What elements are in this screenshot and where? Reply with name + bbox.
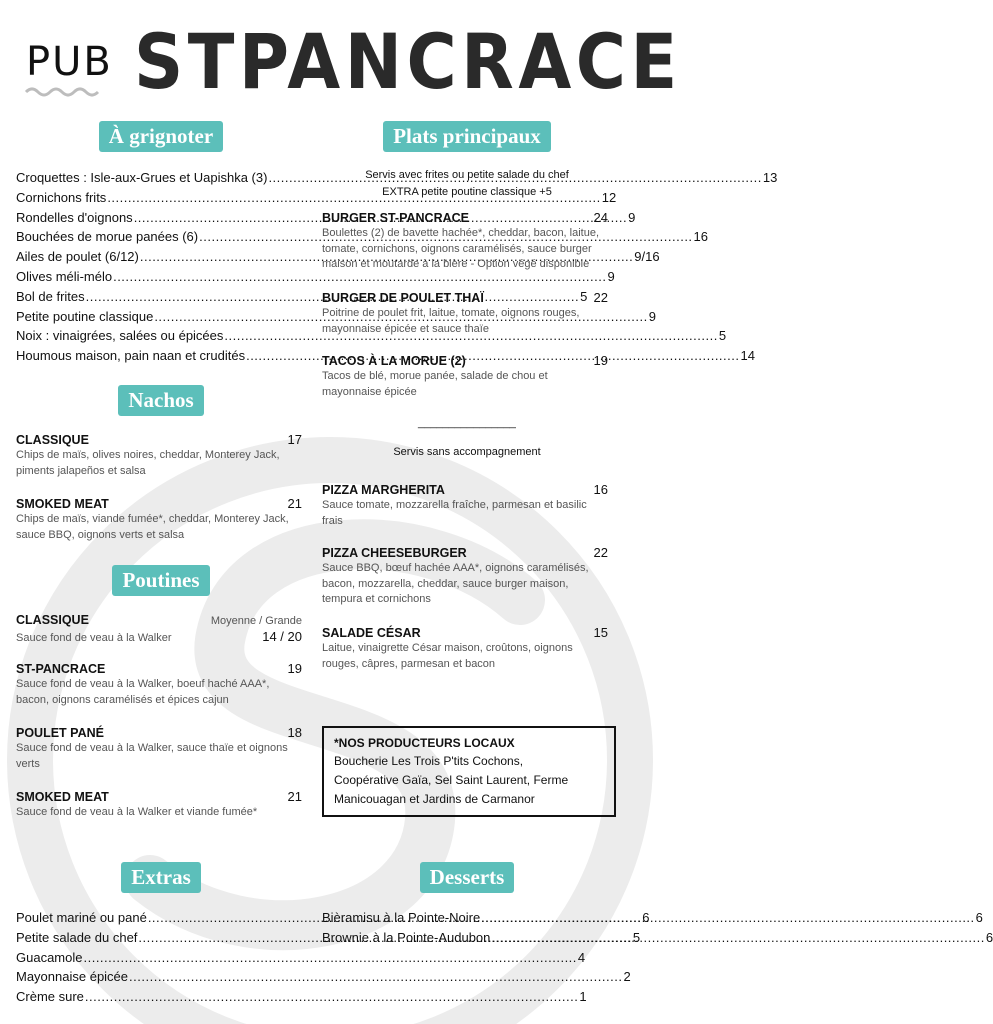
section-title: Extras [121, 862, 201, 893]
item-name: TACOS À LA MORUE (2) [322, 354, 466, 368]
item-description: Sauce fond de veau à la Walker et viande fumée* [16, 806, 258, 818]
menu-item [16, 267, 615, 287]
section-title: Plats principaux [383, 121, 551, 152]
item-price: 12 [601, 189, 617, 205]
item-price: 14 / 20 [262, 629, 302, 644]
item-price: 1 [579, 989, 587, 1005]
section-poutines [16, 565, 306, 596]
section-plats-principaux [322, 121, 612, 152]
item-price: 6 [642, 910, 650, 925]
item-price: 21 [287, 496, 302, 511]
section-extras [16, 862, 306, 893]
item-price: 6 [985, 929, 993, 945]
dot-leader [491, 928, 984, 948]
local-producers-line: Coopérative Gaïa, Sel Saint Laurent, Ferme [334, 773, 569, 787]
item-name: Petite salade du chef [16, 929, 138, 945]
section-title: Poutines [112, 565, 209, 596]
item-name: SMOKED MEAT [16, 497, 109, 511]
item-name: Cornichons frits [16, 189, 107, 205]
section-title: Nachos [118, 385, 203, 416]
menu-item [322, 482, 608, 529]
section-desserts [322, 862, 612, 893]
item-price: 9 [648, 308, 656, 324]
item-name: Croquettes : Isle-aux-Grues et Uapishka (3) [16, 170, 268, 185]
item-name: Houmous maison, pain naan et crudités [16, 348, 246, 364]
item-price: 19 [287, 661, 302, 676]
menu-item [322, 908, 983, 928]
menu-item [16, 661, 302, 708]
menu-item [322, 290, 608, 337]
dot-leader [481, 908, 974, 928]
item-price: 14 [740, 348, 755, 364]
item-name: PIZZA CHEESEBURGER [322, 546, 467, 560]
item-description: Tacos de blé, morue panée, salade de chou et mayonnaise épicée [322, 370, 548, 398]
item-description: Boulettes (2) de bavette hachée*, cheddar, bacon, laitue, tomate, cornichons, oignons caramélisés, sauce burger maison et moutarde à la bière - Option végé disponible [322, 227, 600, 270]
item-name: Ailes de poulet (6/12) [16, 249, 139, 265]
item-description: Sauce tomate, mozzarella fraîche, parmesan et basilic frais [322, 499, 587, 527]
local-producers-line: Boucherie Les Trois P'tits Cochons, [334, 754, 524, 768]
menu-item [16, 247, 660, 267]
menu-item [322, 545, 608, 608]
section-grignoter [16, 121, 306, 152]
item-price: 9/16 [634, 249, 660, 265]
item-name: BURGER ST-PANCRACE [322, 211, 469, 225]
wave-icon [26, 86, 98, 96]
menu-item [322, 928, 993, 948]
local-producers-box [322, 726, 616, 817]
item-name: CLASSIQUE [16, 613, 89, 627]
sans-accompagnement-note: Servis sans accompagnement [393, 446, 541, 458]
menu-item [16, 948, 586, 968]
item-price: 15 [593, 625, 608, 640]
item-name: Bièramisu à la Pointe-Noire [322, 910, 481, 925]
menu-item [16, 725, 302, 772]
menu-item [16, 227, 709, 247]
local-producers-title: *NOS PRODUCTEURS LOCAUX [334, 736, 515, 750]
logo-name: STPANCRACE [134, 17, 682, 106]
item-price: 5 [580, 288, 588, 304]
menu-item [16, 789, 302, 821]
item-description: Chips de maïs, olives noires, cheddar, Monterey Jack, piments jalapeños et salsa [16, 449, 280, 477]
dot-leader [85, 987, 578, 1007]
item-name: Crème sure [16, 989, 84, 1005]
item-price: 6 [975, 910, 983, 925]
note-line: EXTRA petite poutine classique +5 [382, 186, 552, 198]
item-price: 24 [593, 210, 608, 225]
menu-item [16, 496, 302, 543]
section-title: Desserts [420, 862, 515, 893]
item-price: 19 [593, 353, 608, 368]
item-price: 16 [693, 229, 709, 245]
item-description: Sauce BBQ, bœuf hachée AAA*, oignons caramélisés, bacon, mozzarella, cheddar, sauce burger maison, tempura et cornichons [322, 562, 589, 605]
item-description: Poitrine de poulet frit, laitue, tomate, oignons rouges, mayonnaise épicée et sauce thaïe [322, 307, 580, 335]
item-name: Noix : vinaigrées, salées ou épicées [16, 328, 224, 344]
item-name: SALADE CÉSAR [322, 626, 421, 640]
item-name: ST-PANCRACE [16, 662, 106, 676]
item-name: Poulet mariné ou pané [16, 910, 147, 925]
item-price: 9 [628, 209, 636, 225]
item-price: 5 [718, 328, 727, 344]
local-producers-line: Manicouagan et Jardins de Carmanor [334, 792, 535, 806]
menu-item [16, 612, 302, 647]
item-name: Guacamole [16, 949, 83, 965]
item-name: PIZZA MARGHERITA [322, 483, 445, 497]
desserts-list [322, 908, 993, 948]
item-description: Sauce fond de veau à la Walker [16, 632, 172, 644]
menu-item [322, 625, 608, 672]
item-price: 17 [287, 432, 302, 447]
note-line: Servis avec frites ou petite salade du chef [365, 169, 569, 181]
item-name: Olives méli-mélo [16, 268, 113, 284]
item-name: Petite poutine classique [16, 308, 154, 324]
item-name: Bouchées de morue panées (6) [16, 229, 199, 245]
item-price: 4 [577, 949, 586, 965]
item-description: Laitue, vinaigrette César maison, croûtons, oignons rouges, câpres, parmesan et bacon [322, 642, 573, 670]
item-price: 22 [593, 545, 608, 560]
item-price: 5 [632, 929, 641, 945]
section-title: À grignoter [99, 121, 223, 152]
item-description: Chips de maïs, viande fumée*, cheddar, Monterey Jack, sauce BBQ, oignons verts et salsa [16, 513, 289, 541]
menu-item [322, 353, 608, 400]
logo-prefix: PUB [26, 39, 113, 85]
dot-leader [83, 948, 576, 968]
item-description: Sauce fond de veau à la Walker, sauce thaïe et oignons verts [16, 742, 288, 770]
item-price: 9 [607, 268, 615, 284]
item-name: POULET PANÉ [16, 726, 104, 740]
size-label: Moyenne / Grande [210, 615, 302, 627]
menu-item [16, 987, 587, 1007]
menu-item [322, 210, 608, 273]
item-price: 22 [593, 290, 608, 305]
menu-item [16, 326, 727, 346]
menu-item [16, 432, 302, 479]
menu-item [16, 967, 631, 987]
item-name: Rondelles d'oignons [16, 209, 133, 225]
item-name: Brownie à la Pointe-Audubon [322, 929, 491, 945]
section-nachos [16, 385, 306, 416]
item-price: 2 [623, 969, 631, 985]
logo [26, 17, 682, 106]
item-name: SMOKED MEAT [16, 790, 109, 804]
item-price: 16 [593, 482, 608, 497]
item-name: CLASSIQUE [16, 433, 89, 447]
item-description: Sauce fond de veau à la Walker, boeuf haché AAA*, bacon, oignons caramélisés et épices cajun [16, 678, 270, 706]
item-name: Bol de frites [16, 288, 85, 304]
dot-leader [129, 967, 622, 987]
separator-line: ________________ [418, 417, 516, 429]
item-price: 18 [287, 725, 302, 740]
item-name: BURGER DE POULET THAÏ [322, 291, 484, 305]
plats-note [322, 167, 612, 201]
item-name: Mayonnaise épicée [16, 969, 129, 985]
item-price: 13 [762, 170, 778, 185]
item-price: 21 [287, 789, 302, 804]
